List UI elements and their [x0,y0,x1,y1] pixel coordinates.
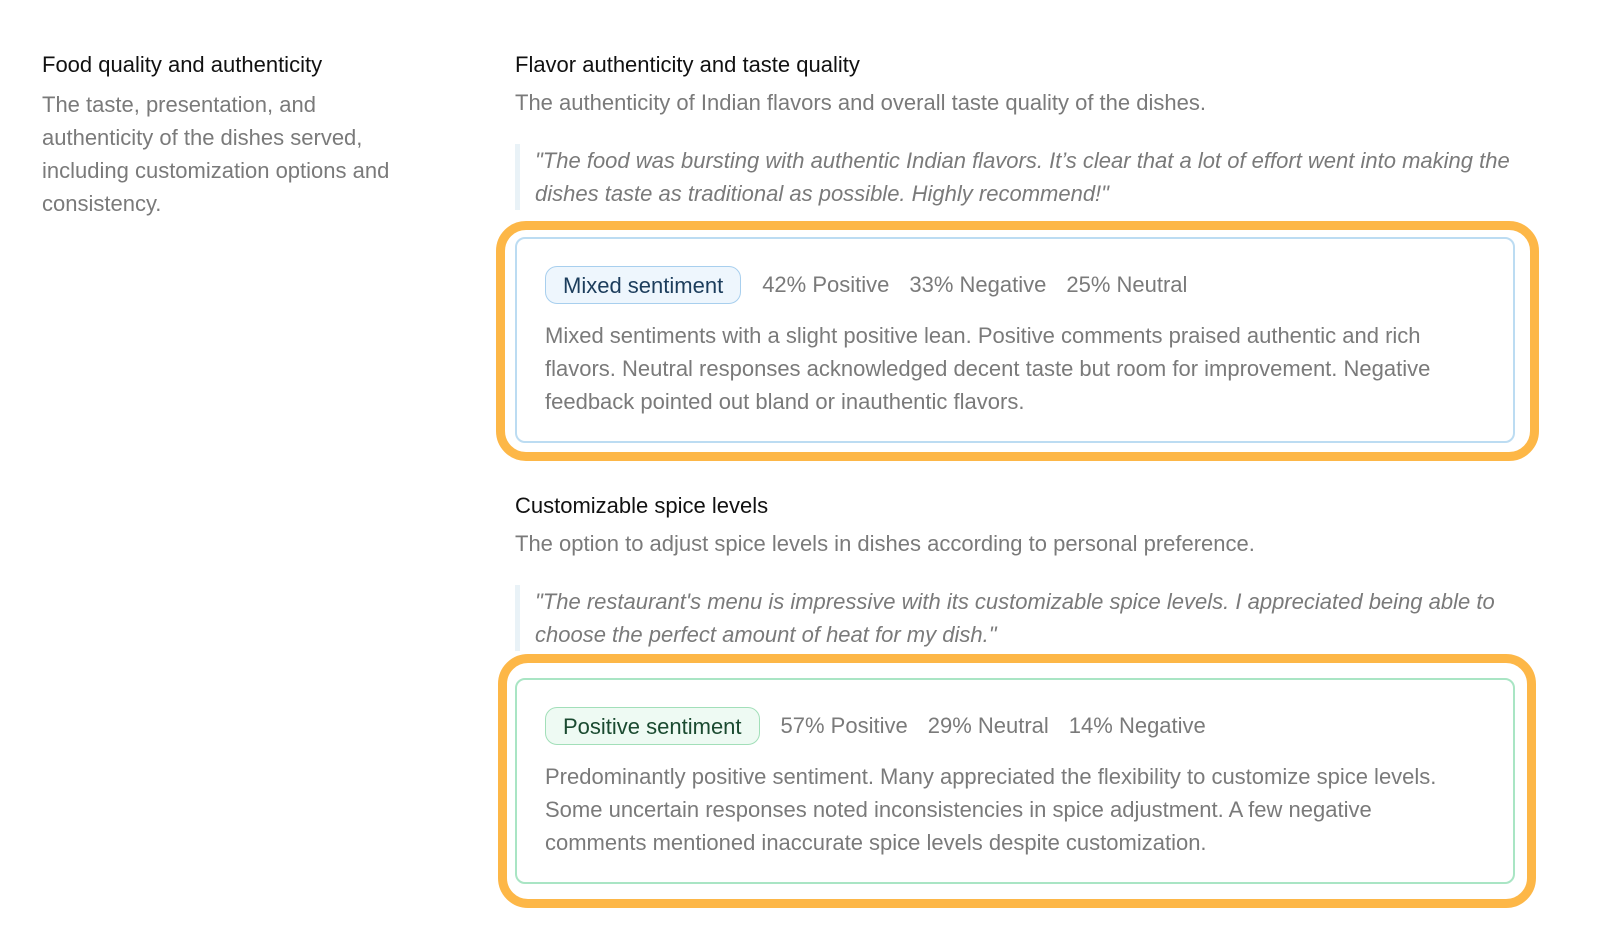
topic-quote: "The restaurant's menu is impressive with its customizable spice levels. I appreciated being able to choose the perfect amount of heat for my dish." [515,585,1530,651]
sentiment-stat: 57% Positive [780,713,908,738]
topic-title: Flavor authenticity and taste quality [515,52,860,77]
category-panel [42,50,412,220]
category-title: Food quality and authenticity [42,52,323,77]
sentiment-badge: Mixed sentiment [545,266,741,304]
topic-description: The option to adjust spice levels in dishes according to personal preference. [515,531,1255,556]
sentiment-summary: Mixed sentiments with a slight positive lean. Positive comments praised authentic and rich flavors. Neutral responses acknowledged decent taste but room for improvement. Negative feedback pointed out bland or inauthentic flavors. [545,323,1431,414]
sentiment-stat: 29% Neutral [927,713,1049,738]
topic-title: Customizable spice levels [515,493,769,518]
sentiment-card [515,678,1515,884]
sentiment-card [515,237,1515,443]
sentiment-badge: Positive sentiment [545,707,760,745]
sentiment-stat: 33% Negative [909,272,1047,297]
category-description: The taste, presentation, and authenticity of the dishes served, including customization options and consistency. [42,92,390,216]
topic-spice-levels [515,491,1555,651]
sentiment-stat: 42% Positive [762,272,890,297]
topic-quote: "The food was bursting with authentic Indian flavors. It’s clear that a lot of effort went into making the dishes taste as traditional as possible. Highly recommend!" [515,144,1530,210]
sentiment-summary: Predominantly positive sentiment. Many appreciated the flexibility to customize spice levels. Some uncertain responses noted inconsistencies in spice adjustment. A few negative comments mentioned inaccurate spice levels despite customization. [545,764,1437,855]
sentiment-row [545,265,1485,305]
sentiment-stat: 25% Neutral [1066,272,1188,297]
topic-description: The authenticity of Indian flavors and overall taste quality of the dishes. [515,90,1206,115]
sentiment-row [545,706,1485,746]
topics-list [515,50,1555,210]
topic-flavor-authenticity [515,50,1555,210]
sentiment-stat: 14% Negative [1068,713,1206,738]
